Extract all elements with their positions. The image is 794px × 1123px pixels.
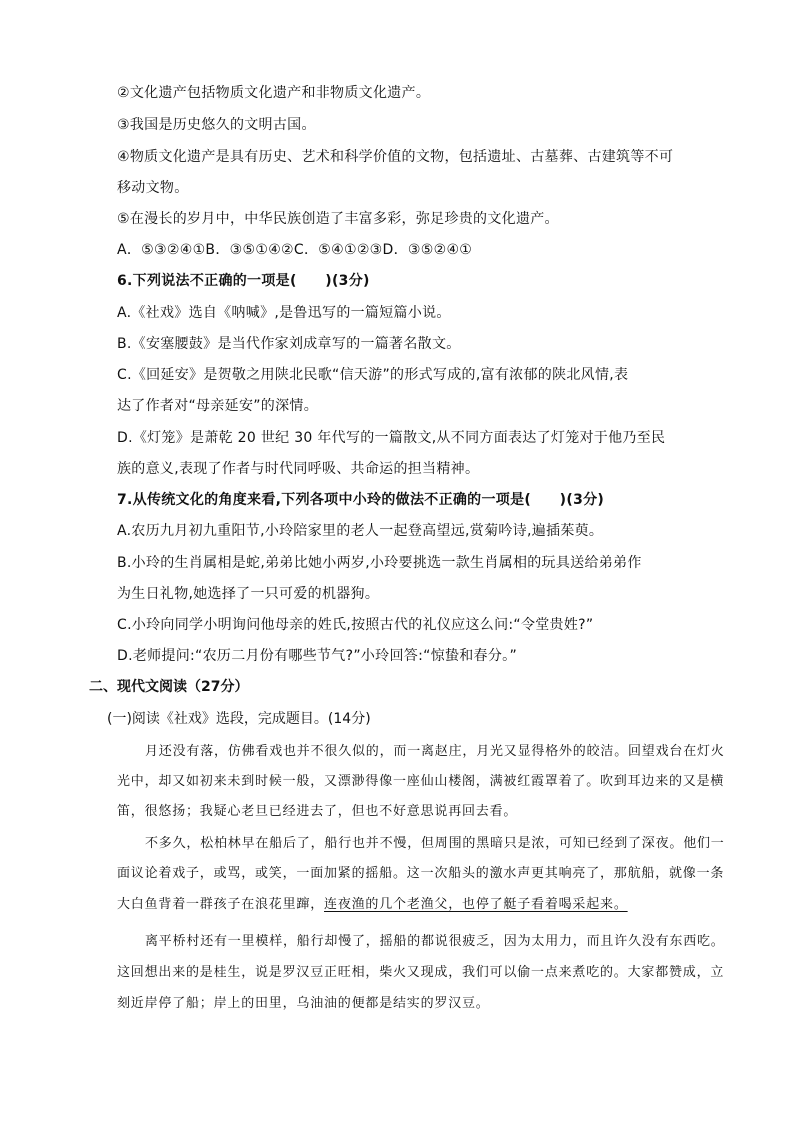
passage-p3-line-3: 刻近岸停了船；岸上的田里，乌油油的便都是结实的罗汉豆。 [117,996,490,1011]
q6-option-d-line-1: D.《灯笼》是萧乾 20 世纪 30 年代写的一篇散文,从不同方面表达了灯笼对于他乃至民 [117,430,666,446]
q6-stem: 6.下列说法不正确的一项是( )(3分) [117,273,370,289]
q5-sentence-3: ③我国是历史悠久的文明古国。 [117,117,316,133]
q5-sentence-4-line-2: 移动文物。 [117,180,189,196]
passage-p2-line-3 [117,893,628,912]
q6-option-c-line-1: C.《回延安》是贺敬之用陕北民歌“信天游”的形式写成的,富有浓郁的陕北风情,表 [117,367,629,383]
q7-option-a: A.农历九月初九重阳节,小玲陪家里的老人一起登高望远,赏菊吟诗,遍插茱萸。 [117,523,604,539]
q5-sentence-5: ⑤在漫长的岁月中，中华民族创造了丰富多彩，弥足珍贵的文化遗产。 [117,211,559,227]
q7-option-b-line-1: B.小玲的生肖属相是蛇,弟弟比她小两岁,小玲要挑选一款生肖属相的玩具送给弟弟作 [117,555,642,571]
passage-p3-line-1: 离平桥村还有一里模样，船行却慢了，摇船的都说很疲乏，因为太用力，而且许久没有东西吃。 [145,934,725,949]
q7-stem: 7.从传统文化的角度来看,下列各项中小玲的做法不正确的一项是( )(3分) [117,492,605,508]
q6-option-d-line-2: 族的意义,表现了作者与时代同呼吸、共命运的担当精神。 [117,461,480,477]
section-2-subtitle: (一)阅读《社戏》选段，完成题目。(14分) [107,711,371,727]
q5-options: A．⑤③②④①B．③⑤①④②C．⑤④①②③D．③⑤②④① [117,242,473,258]
passage-p3-line-2: 这回想出来的是桂生，说是罗汉豆正旺相，柴火又现成，我们可以偷一点来煮吃的。大家都赞成，立 [117,965,725,980]
q7-option-c: C.小玲向同学小明询问他母亲的姓氏,按照古代的礼仪应这么问:“令堂贵姓?” [117,617,594,633]
section-2-title: 二、现代文阅读（27分） [89,679,249,695]
q7-option-d: D.老师提问:“农历二月份有哪些节气?”小玲回答:“惊蛰和春分。” [117,648,518,664]
passage-p2-line-1: 不多久，松柏林早在船后了，船行也并不慢，但周围的黑暗只是浓，可知已经到了深夜。他们一 [145,836,725,851]
q6-option-c-line-2: 达了作者对“母亲延安”的深情。 [117,398,319,414]
passage-p2-line-2: 面议论着戏子，或骂，或笑，一面加紧的摇船。这一次船头的激水声更其响亮了，那航船，就像一条 [117,866,725,881]
q6-option-a: A.《社戏》选自《呐喊》,是鲁迅写的一篇短篇小说。 [117,305,451,321]
passage-p1-line-2: 光中，却又如初来未到时候一般，又漂渺得像一座仙山楼阁，满被红霞罩着了。吹到耳边来的又是横 [117,774,725,789]
passage-p1-line-1: 月还没有落，仿佛看戏也并不很久似的，而一离赵庄，月光又显得格外的皎洁。回望戏台在灯火 [145,744,725,759]
passage-p1-line-3: 笛，很悠扬；我疑心老旦已经进去了，但也不好意思说再回去看。 [117,804,518,819]
passage-underlined-sentence: 连夜渔的几个老渔父，也停了艇子看着喝采起来。 [324,897,628,912]
q5-sentence-2: ②文化遗产包括物质文化遗产和非物质文化遗产。 [117,85,431,101]
passage-p2-plain: 大白鱼背着一群孩子在浪花里蹿， [117,897,325,912]
q5-sentence-4-line-1: ④物质文化遗产是具有历史、艺术和科学价值的文物，包括遗址、古墓葬、古建筑等不可 [117,149,674,165]
q6-option-b: B.《安塞腰鼓》是当代作家刘成章写的一篇著名散文。 [117,336,461,352]
q7-option-b-line-2: 为生日礼物,她选择了一只可爱的机器狗。 [117,586,380,602]
